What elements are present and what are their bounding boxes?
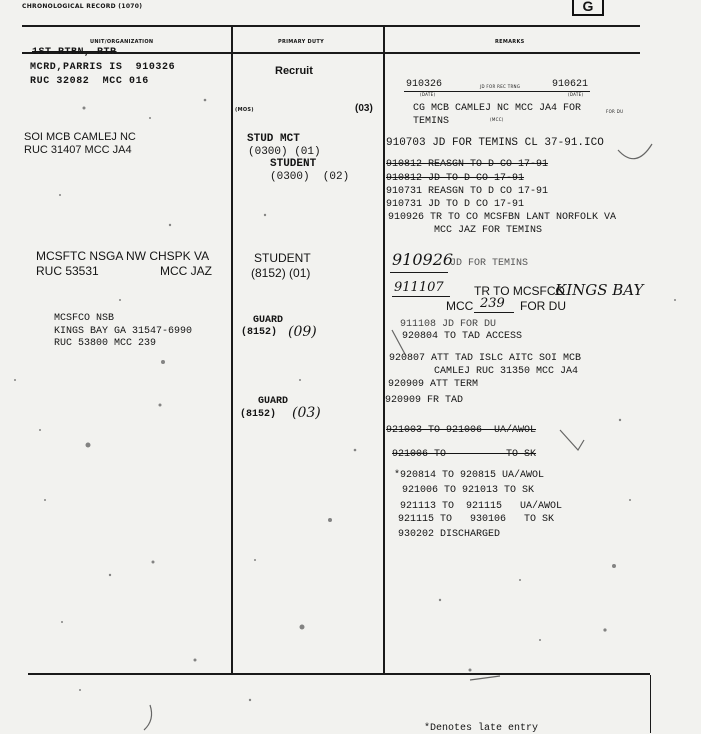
remarks-mcc: MCC: [446, 299, 474, 313]
remarks-for-du: FOR DU: [520, 299, 566, 313]
unit-entry-3-line-2: RUC 53531: [36, 264, 99, 278]
column-header-unit: UNIT/ORGANIZATION: [90, 39, 154, 45]
header-top-rule: [22, 25, 640, 27]
remarks-date-1: 910326: [406, 79, 443, 90]
remarks-line-a-7: MCC JAZ FOR TEMINS: [434, 225, 543, 236]
remarks-for-du-label: FOR DU: [606, 109, 624, 114]
remarks-handwritten-underline-1: [390, 272, 448, 273]
remarks-line-a-5: 910731 JD TO D CO 17-91: [386, 199, 525, 210]
remarks-tr-to: TR TO MCSFCO: [474, 284, 565, 298]
column-divider-2: [383, 27, 385, 674]
unit-entry-1-line-2: MCRD,PARRIS IS 910326: [30, 62, 176, 73]
remarks-jd-label: JD FOR REC TRNG: [480, 84, 521, 89]
remarks-cg-line: CG MCB CAMLEJ NC MCC JA4 FOR: [413, 103, 582, 114]
form-title: CHRONOLOGICAL RECORD (1070): [22, 3, 143, 10]
unit-entry-1-line-1: 1ST RTBN, RTR: [32, 47, 117, 58]
remarks-line-a-6: 910926 TR TO CO MCSFBN LANT NORFOLK VA: [388, 212, 617, 223]
unit-entry-3-mcc: MCC JAZ: [160, 264, 212, 278]
remarks-line-c-3: 921113 TO 921115 UA/AWOL: [400, 501, 563, 512]
remarks-mcc-underline: [474, 312, 514, 313]
remarks-line-b-4: CAMLEJ RUC 31350 MCC JA4: [434, 366, 579, 377]
duty-entry-student-2-code: (8152) (01): [251, 266, 311, 280]
remarks-line-a-1: 910703 JD FOR TEMINS CL 37-91.ICO: [386, 137, 604, 149]
remarks-struck-line-1: 921003 TO 921006 UA/AWOL: [386, 425, 537, 436]
remarks-line-b-5: 920909 ATT TERM: [388, 379, 479, 390]
duty-entry-guard-2-code: (8152): [240, 409, 277, 420]
duty-entry-student-1: STUDENT: [270, 158, 317, 170]
remarks-line-b-3: 920807 ATT TAD ISLC AITC SOI MCB: [389, 353, 582, 364]
duty-entry-guard-1-code: (8152): [241, 327, 278, 338]
duty-entry-stud-mct: STUD MCT: [247, 133, 300, 145]
remarks-date-2: 910621: [552, 79, 589, 90]
remarks-date-label-1: (DATE): [420, 92, 436, 97]
section-letter-box: G: [572, 0, 604, 16]
remarks-line-c-2: 921006 TO 921013 TO SK: [402, 485, 535, 496]
column-header-duty: PRIMARY DUTY: [278, 39, 324, 45]
remarks-temins: TEMINS: [413, 116, 450, 127]
duty-entry-stud-mct-code: (0300) (01): [248, 146, 321, 158]
remarks-struck-line-2: 921006 TO TO SK: [392, 449, 537, 460]
right-edge-rule: [650, 675, 651, 733]
remarks-handwritten-date-1: 910926: [392, 250, 454, 269]
remarks-kings-bay-handwritten: KINGS BAY: [555, 281, 644, 299]
remarks-line-b-6: 920909 FR TAD: [385, 395, 464, 406]
unit-entry-3-line-1: MCSFTC NSGA NW CHSPK VA: [36, 249, 210, 263]
remarks-handwritten-underline-2: [392, 296, 450, 297]
unit-entry-4-line-3: RUC 53800 MCC 239: [54, 338, 157, 349]
unit-entry-2-line-1: SOI MCB CAMLEJ NC: [24, 131, 136, 143]
remarks-handwritten-tr-date: 911107: [394, 280, 444, 295]
duty-entry-student-1-code: (0300) (02): [270, 171, 350, 183]
remarks-date-label-2: (DATE): [568, 92, 584, 97]
duty-entry-guard-2-handwritten: (03): [292, 405, 321, 421]
duty-mos-label: (MOS): [235, 107, 254, 113]
duty-entry-student-2: STUDENT: [254, 251, 311, 265]
unit-entry-2-line-2: RUC 31407 MCC JA4: [24, 144, 132, 156]
remarks-line-c-5: 930202 DISCHARGED: [398, 529, 501, 540]
remarks-line-c-4: 921115 TO 930106 TO SK: [398, 514, 555, 525]
remarks-line-c-1: *920814 TO 920815 UA/AWOL: [394, 470, 545, 481]
remarks-mcc-label: (MCC): [490, 117, 504, 122]
remarks-line-a-3: 910812 JD TO D CO 17-91: [386, 173, 525, 184]
remarks-line-a-4: 910731 REASGN TO D CO 17-91: [386, 186, 549, 197]
footer-late-entry-note: *Denotes late entry: [424, 723, 539, 734]
remarks-line-b-2: 920804 TO TAD ACCESS: [402, 331, 523, 342]
column-divider-1: [231, 27, 233, 674]
remarks-line-a-2: 910812 REASGN TO D CO 17-91: [386, 159, 549, 170]
unit-entry-4-line-2: KINGS BAY GA 31547-6990: [54, 326, 193, 337]
duty-entry-guard-1-handwritten: (09): [288, 324, 317, 340]
unit-entry-1-line-3: RUC 32082 MCC 016: [30, 76, 149, 87]
remarks-mcc-handwritten: 239: [480, 296, 505, 311]
duty-entry-recruit: Recruit: [275, 65, 313, 77]
duty-entry-recruit-code: (03): [355, 103, 373, 114]
footer-rule: [28, 673, 650, 675]
duty-entry-guard-1: GUARD: [253, 315, 284, 326]
unit-entry-4-line-1: MCSFCO NSB: [54, 313, 115, 324]
remarks-line-b-1: 911108 JD FOR DU: [400, 319, 497, 330]
duty-entry-guard-2: GUARD: [258, 396, 289, 407]
remarks-jd-for-temins: JD FOR TEMINS: [450, 258, 529, 269]
column-header-remarks: REMARKS: [495, 39, 525, 45]
